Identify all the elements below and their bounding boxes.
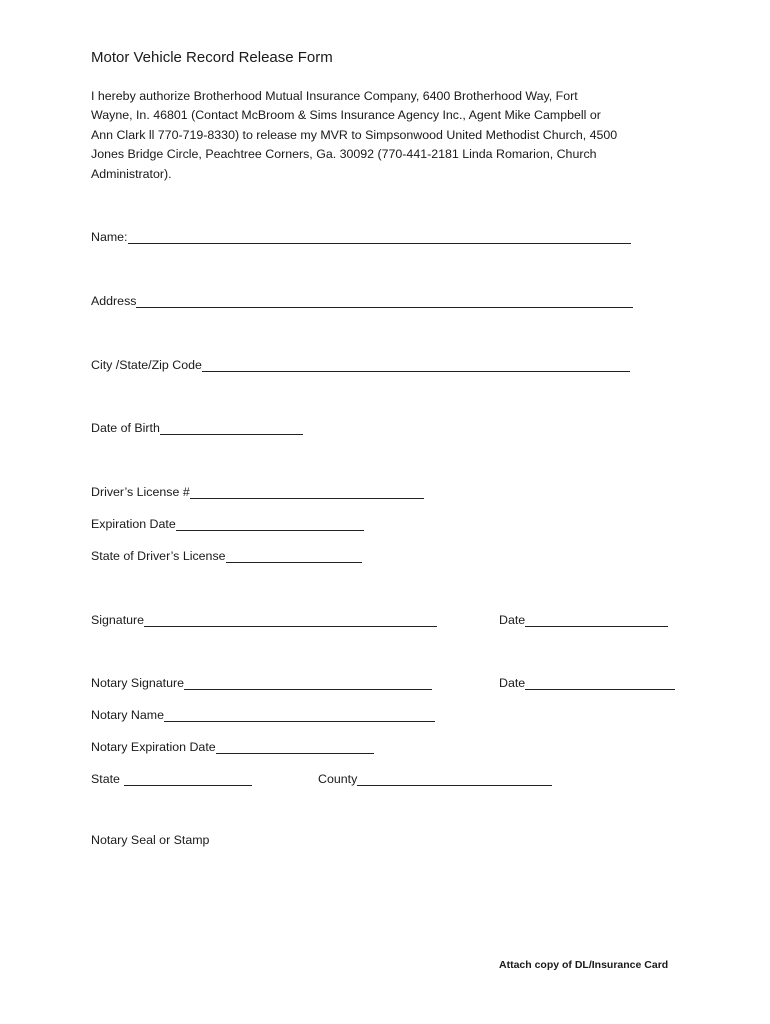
name-field (91, 226, 631, 244)
dob-field (91, 417, 303, 435)
address-label: Address (91, 294, 137, 308)
notary-seal-label: Notary Seal or Stamp (91, 833, 210, 847)
city-state-zip-label: City /State/Zip Code (91, 358, 202, 372)
license-state-label: State of Driver’s License (91, 549, 226, 563)
license-number-label: Driver’s License # (91, 485, 190, 499)
notary-expiration-label: Notary Expiration Date (91, 740, 216, 754)
county-field (318, 768, 552, 786)
authorization-line: Jones Bridge Circle, Peachtree Corners, Ga. 30092 (770-441-2181 Linda Romarion, Church (91, 147, 597, 162)
license-number-input-line[interactable] (190, 485, 424, 499)
authorization-line: Administrator). (91, 166, 172, 181)
address-input-line[interactable] (136, 294, 633, 308)
authorization-paragraph (91, 87, 671, 184)
name-input-line[interactable] (128, 230, 631, 244)
city-state-zip-field (91, 354, 630, 372)
license-state-field (91, 545, 362, 563)
authorization-line: Wayne, In. 46801 (Contact McBroom & Sims Insurance Agency Inc., Agent Mike Campbell or (91, 108, 601, 123)
expiration-date-input-line[interactable] (176, 517, 364, 531)
signature-label: Signature (91, 613, 145, 627)
authorization-line: I hereby authorize Brotherhood Mutual Insurance Company, 6400 Brotherhood Way, Fort (91, 89, 578, 103)
attachment-note: Attach copy of DL/Insurance Card (499, 959, 669, 971)
address-field (91, 290, 633, 308)
dob-input-line[interactable] (160, 421, 303, 435)
city-state-zip-input-line[interactable] (202, 358, 630, 372)
notary-expiration-field (91, 736, 374, 754)
state-input-line[interactable] (124, 772, 252, 786)
license-number-field (91, 481, 424, 499)
notary-name-input-line[interactable] (164, 708, 435, 722)
notary-date-input-line[interactable] (525, 676, 675, 690)
authorization-line: Ann Clark ll 770-719-8330) to release my MVR to Simpsonwood United Methodist Church, 4500 (91, 127, 618, 142)
dob-label: Date of Birth (91, 421, 160, 435)
notary-signature-input-line[interactable] (184, 676, 432, 690)
notary-signature-field (91, 672, 432, 690)
form-title: Motor Vehicle Record Release Form (91, 49, 333, 66)
name-label: Name: (91, 230, 128, 244)
state-field (91, 768, 252, 786)
signature-date-label: Date (499, 613, 526, 627)
signature-date-field (499, 609, 668, 627)
notary-date-field (499, 672, 675, 690)
notary-expiration-input-line[interactable] (216, 740, 374, 754)
notary-name-label: Notary Name (91, 708, 164, 722)
county-label: County (318, 772, 358, 786)
signature-field (91, 609, 437, 627)
signature-input-line[interactable] (144, 613, 437, 627)
license-state-input-line[interactable] (226, 549, 362, 563)
notary-signature-label: Notary Signature (91, 676, 184, 690)
notary-date-label: Date (499, 676, 526, 690)
expiration-date-field (91, 513, 364, 531)
notary-name-field (91, 704, 435, 722)
state-label: State (91, 772, 120, 786)
expiration-date-label: Expiration Date (91, 517, 176, 531)
signature-date-input-line[interactable] (525, 613, 668, 627)
county-input-line[interactable] (357, 772, 552, 786)
